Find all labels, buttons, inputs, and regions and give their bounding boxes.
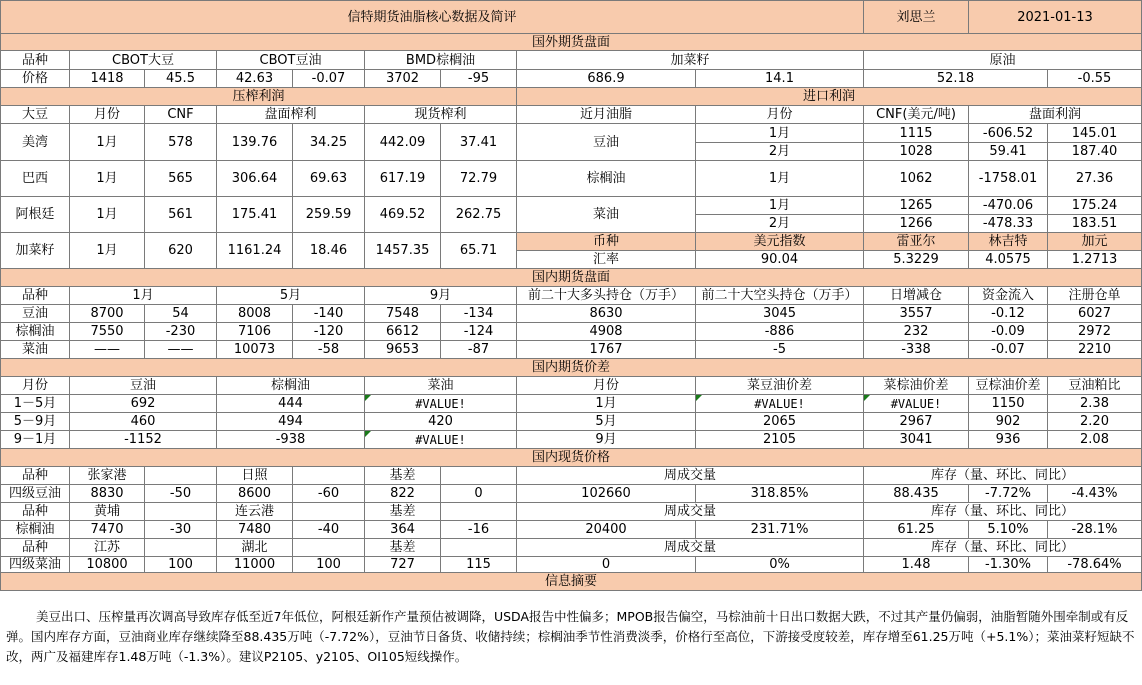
spot-value: -50 (145, 485, 217, 503)
dom-col-short-position: 前二十大空头持仓（万手） (696, 287, 864, 305)
spot-value: 1.48 (864, 557, 969, 573)
dom-cell: 3045 (696, 305, 864, 323)
spot-blank (145, 539, 217, 557)
fx-header: 加元 (1048, 233, 1142, 251)
import-profit: -1758.01 (969, 161, 1048, 197)
dom-cell: 7550 (70, 323, 145, 341)
spot-location: 江苏 (70, 539, 145, 557)
dom-cell: -886 (696, 323, 864, 341)
import-month: 1月 (696, 161, 864, 197)
crush-cell: 561 (145, 197, 217, 233)
section-domestic-spreads: 国内期货价差 (0, 359, 1142, 377)
crush-cell: 306.64 (217, 161, 293, 197)
dom-cell: 2972 (1048, 323, 1142, 341)
price-value: 42.63 (217, 70, 293, 88)
author-name: 刘思兰 (864, 0, 969, 34)
spot-blank (145, 503, 217, 521)
dom-cell: -120 (293, 323, 365, 341)
spot-row-name: 四级菜油 (0, 557, 70, 573)
import-month: 2月 (696, 143, 864, 161)
spot-value: -4.43% (1048, 485, 1142, 503)
crush-row-name: 巴西 (0, 161, 70, 197)
dom-cell: 7106 (217, 323, 293, 341)
spot-value: -30 (145, 521, 217, 539)
spread-cell: #VALUE! (864, 395, 969, 413)
dom-col-warehouse-receipts: 注册仓单 (1048, 287, 1142, 305)
spot-row-name: 棕榈油 (0, 521, 70, 539)
spread-cell: #VALUE! (696, 395, 864, 413)
dom-row-name: 豆油 (0, 305, 70, 323)
spot-value: 100 (145, 557, 217, 573)
crush-col-board-margin: 盘面榨利 (217, 106, 365, 124)
dom-cell: -58 (293, 341, 365, 359)
dom-col-kind: 品种 (0, 287, 70, 305)
crush-cell: 617.19 (365, 161, 441, 197)
crush-cell: 18.46 (293, 233, 365, 269)
spot-value: 7470 (70, 521, 145, 539)
dom-cell: 6612 (365, 323, 441, 341)
spot-value: -60 (293, 485, 365, 503)
spread-cell: 9月 (517, 431, 696, 449)
dom-row-name: 菜油 (0, 341, 70, 359)
spread-cell: -1152 (70, 431, 217, 449)
spot-value: -28.1% (1048, 521, 1142, 539)
spot-value: 0 (441, 485, 517, 503)
spot-value: 100 (293, 557, 365, 573)
spread-cell: 1月 (517, 395, 696, 413)
import-month: 1月 (696, 124, 864, 143)
spread-cell: #VALUE! (365, 395, 517, 413)
dom-cell: -140 (293, 305, 365, 323)
foreign-col-cbot-soybean: CBOT大豆 (70, 51, 217, 70)
spot-kind-label: 品种 (0, 539, 70, 557)
spread-cell: 2065 (696, 413, 864, 431)
spot-row-name: 四级豆油 (0, 485, 70, 503)
crush-cell: 262.75 (441, 197, 517, 233)
import-cnf: 1266 (864, 215, 969, 233)
spread-col-header: 月份 (0, 377, 70, 395)
fx-header: 币种 (517, 233, 696, 251)
spot-value: 88.435 (864, 485, 969, 503)
spot-location: 湖北 (217, 539, 293, 557)
section-import-profit: 进口利润 (517, 88, 1142, 106)
import-profit: -606.52 (969, 124, 1048, 143)
crush-row-name: 美湾 (0, 124, 70, 161)
crush-cell: 1161.24 (217, 233, 293, 269)
spread-col-header: 菜豆油价差 (696, 377, 864, 395)
spot-location: 张家港 (70, 467, 145, 485)
crush-row-name: 阿根廷 (0, 197, 70, 233)
spread-row-name: 1－5月 (0, 395, 70, 413)
spot-value: 102660 (517, 485, 696, 503)
import-oil-soyoil: 豆油 (517, 124, 696, 161)
section-domestic-futures: 国内期货盘面 (0, 269, 1142, 287)
report-date: 2021-01-13 (969, 0, 1142, 34)
spot-kind-label: 品种 (0, 503, 70, 521)
crush-col-month: 月份 (70, 106, 145, 124)
crush-cell: 442.09 (365, 124, 441, 161)
spot-value: 5.10% (969, 521, 1048, 539)
price-value: 52.18 (864, 70, 1048, 88)
dom-cell: 8700 (70, 305, 145, 323)
fx-value: 4.0575 (969, 251, 1048, 269)
import-profit: 59.41 (969, 143, 1048, 161)
import-oil-palm: 棕榈油 (517, 161, 696, 197)
fx-header: 美元指数 (696, 233, 864, 251)
spot-stock-label: 库存（量、环比、同比） (864, 503, 1142, 521)
fx-header: 林吉特 (969, 233, 1048, 251)
spot-volume-label: 周成交量 (517, 539, 864, 557)
spread-col-header: 棕榈油 (217, 377, 365, 395)
import-col-oil: 近月油脂 (517, 106, 696, 124)
spread-cell: 2.38 (1048, 395, 1142, 413)
spot-blank (293, 539, 365, 557)
dom-cell: 1767 (517, 341, 696, 359)
spread-cell: 902 (969, 413, 1048, 431)
spread-cell: 2.08 (1048, 431, 1142, 449)
spot-volume-label: 周成交量 (517, 467, 864, 485)
spot-blank (293, 503, 365, 521)
spot-basis-label: 基差 (365, 539, 441, 557)
spot-blank (293, 467, 365, 485)
spot-basis-label: 基差 (365, 467, 441, 485)
crush-cell: 1月 (70, 124, 145, 161)
spot-blank (441, 539, 517, 557)
spot-value: -1.30% (969, 557, 1048, 573)
spot-value: 318.85% (696, 485, 864, 503)
dom-cell: -0.12 (969, 305, 1048, 323)
spot-blank (441, 467, 517, 485)
fx-value: 90.04 (696, 251, 864, 269)
price-value: -95 (441, 70, 517, 88)
spread-col-header: 豆油 (70, 377, 217, 395)
spot-value: -40 (293, 521, 365, 539)
spot-value: 8830 (70, 485, 145, 503)
spread-cell: 1150 (969, 395, 1048, 413)
dom-cell: 8630 (517, 305, 696, 323)
crush-cell: 65.71 (441, 233, 517, 269)
spot-value: 61.25 (864, 521, 969, 539)
dom-cell: -338 (864, 341, 969, 359)
crush-cell: 565 (145, 161, 217, 197)
foreign-col-kind: 品种 (0, 51, 70, 70)
dom-cell: -87 (441, 341, 517, 359)
price-label: 价格 (0, 70, 70, 88)
import-cnf: 1028 (864, 143, 969, 161)
dom-col-may: 5月 (217, 287, 365, 305)
dom-cell: 8008 (217, 305, 293, 323)
import-cnf: 1062 (864, 161, 969, 197)
import-oil-rapeseed: 菜油 (517, 197, 696, 233)
price-value: 686.9 (517, 70, 696, 88)
dom-cell: -5 (696, 341, 864, 359)
crush-cell: 69.63 (293, 161, 365, 197)
summary-text: 美豆出口、压榨量再次调高导致库存低至近7年低位，阿根廷新作产量预估被调降，USDA报告中性偏多；MPOB报告偏空，马棕油前十日出口数据大跌，不过其产量仍偏弱，油脂暂随外围牵制或有反弹。国内库存方面，豆油商业库存继续降至88.435万吨（-7.72%），豆油节日备货、收储持续；棕榈油季节性消费淡季，价格行至高位，下游接受度较差，库存增至61.25万吨（+5.1%）；菜油菜籽短缺不改，两广及福建库存1.48万吨（-1.3%）。建议P2105、y2105、OI105短线操作。 (6, 609, 1135, 664)
import-profit: -478.33 (969, 215, 1048, 233)
spread-cell: 692 (70, 395, 217, 413)
crush-col-soybean: 大豆 (0, 106, 70, 124)
crush-col-cnf: CNF (145, 106, 217, 124)
spread-cell: 5月 (517, 413, 696, 431)
dom-cell: 4908 (517, 323, 696, 341)
import-cnf: 1265 (864, 197, 969, 215)
crush-cell: 37.41 (441, 124, 517, 161)
spread-cell: 936 (969, 431, 1048, 449)
spread-cell: 494 (217, 413, 365, 431)
foreign-col-cbot-soyoil: CBOT豆油 (217, 51, 365, 70)
price-value: -0.07 (293, 70, 365, 88)
dom-cell: 6027 (1048, 305, 1142, 323)
dom-cell: -0.09 (969, 323, 1048, 341)
dom-col-sep: 9月 (365, 287, 517, 305)
spot-stock-label: 库存（量、环比、同比） (864, 467, 1142, 485)
dom-row-name: 棕榈油 (0, 323, 70, 341)
section-crush-profit: 压榨利润 (0, 88, 517, 106)
crush-cell: 72.79 (441, 161, 517, 197)
dom-cell: 10073 (217, 341, 293, 359)
section-spot-prices: 国内现货价格 (0, 449, 1142, 467)
crush-cell: 1457.35 (365, 233, 441, 269)
foreign-col-canola: 加菜籽 (517, 51, 864, 70)
fx-label: 汇率 (517, 251, 696, 269)
import-profit: 145.01 (1048, 124, 1142, 143)
dom-cell: -230 (145, 323, 217, 341)
crush-cell: 1月 (70, 197, 145, 233)
crush-cell: 175.41 (217, 197, 293, 233)
spot-value: 20400 (517, 521, 696, 539)
foreign-col-crude: 原油 (864, 51, 1142, 70)
dom-cell: -124 (441, 323, 517, 341)
dom-col-daily-change: 日增减仓 (864, 287, 969, 305)
dom-cell: -0.07 (969, 341, 1048, 359)
price-value: 14.1 (696, 70, 864, 88)
spread-col-header: 月份 (517, 377, 696, 395)
price-value: 1418 (70, 70, 145, 88)
spread-cell: 420 (365, 413, 517, 431)
price-value: 3702 (365, 70, 441, 88)
import-profit: 187.40 (1048, 143, 1142, 161)
crush-cell: 259.59 (293, 197, 365, 233)
spread-cell: 444 (217, 395, 365, 413)
spot-location: 连云港 (217, 503, 293, 521)
crush-cell: 1月 (70, 161, 145, 197)
import-col-cnf: CNF(美元/吨) (864, 106, 969, 124)
spot-value: 115 (441, 557, 517, 573)
price-value: -0.55 (1048, 70, 1142, 88)
spot-value: 7480 (217, 521, 293, 539)
spot-value: 8600 (217, 485, 293, 503)
crush-cell: 578 (145, 124, 217, 161)
spread-row-name: 5－9月 (0, 413, 70, 431)
dom-cell: 3557 (864, 305, 969, 323)
spot-blank (441, 503, 517, 521)
spread-cell: -938 (217, 431, 365, 449)
spot-value: 822 (365, 485, 441, 503)
section-foreign-futures: 国外期货盘面 (0, 34, 1142, 51)
dom-cell: 7548 (365, 305, 441, 323)
dom-cell: 9653 (365, 341, 441, 359)
spread-col-header: 菜油 (365, 377, 517, 395)
crush-col-spot-margin: 现货榨利 (365, 106, 517, 124)
spread-row-name: 9－1月 (0, 431, 70, 449)
import-cnf: 1115 (864, 124, 969, 143)
import-col-board-profit: 盘面利润 (969, 106, 1142, 124)
spread-col-header: 豆棕油价差 (969, 377, 1048, 395)
spread-cell: 2967 (864, 413, 969, 431)
spot-value: 0 (517, 557, 696, 573)
dom-col-capital-flow: 资金流入 (969, 287, 1048, 305)
import-profit: 27.36 (1048, 161, 1142, 197)
spread-cell: 3041 (864, 431, 969, 449)
spot-value: -16 (441, 521, 517, 539)
spot-kind-label: 品种 (0, 467, 70, 485)
import-profit: 175.24 (1048, 197, 1142, 215)
dom-col-jan: 1月 (70, 287, 217, 305)
spot-location: 日照 (217, 467, 293, 485)
spot-value: -78.64% (1048, 557, 1142, 573)
crush-cell: 620 (145, 233, 217, 269)
import-month: 2月 (696, 215, 864, 233)
foreign-col-bmd-palm: BMD棕榈油 (365, 51, 517, 70)
spread-cell: #VALUE! (365, 431, 517, 449)
dom-cell: 2210 (1048, 341, 1142, 359)
import-profit: -470.06 (969, 197, 1048, 215)
spread-cell: 2.20 (1048, 413, 1142, 431)
dom-cell: —— (70, 341, 145, 359)
spot-value: -7.72% (969, 485, 1048, 503)
page-title: 信特期货油脂核心数据及简评 (0, 0, 864, 34)
spread-col-header: 豆油粕比 (1048, 377, 1142, 395)
spot-value: 231.71% (696, 521, 864, 539)
crush-cell: 34.25 (293, 124, 365, 161)
import-profit: 183.51 (1048, 215, 1142, 233)
spread-col-header: 菜棕油价差 (864, 377, 969, 395)
dom-cell: 54 (145, 305, 217, 323)
fx-value: 1.2713 (1048, 251, 1142, 269)
dom-cell: -134 (441, 305, 517, 323)
spot-value: 364 (365, 521, 441, 539)
dom-cell: 232 (864, 323, 969, 341)
crush-cell: 469.52 (365, 197, 441, 233)
spot-value: 10800 (70, 557, 145, 573)
spread-cell: 460 (70, 413, 217, 431)
import-month: 1月 (696, 197, 864, 215)
spot-volume-label: 周成交量 (517, 503, 864, 521)
spot-location: 黄埔 (70, 503, 145, 521)
crush-cell: 139.76 (217, 124, 293, 161)
spot-value: 0% (696, 557, 864, 573)
price-value: 45.5 (145, 70, 217, 88)
dom-cell: —— (145, 341, 217, 359)
spot-value: 11000 (217, 557, 293, 573)
section-summary: 信息摘要 (0, 573, 1142, 591)
crush-row-name: 加菜籽 (0, 233, 70, 269)
fx-header: 雷亚尔 (864, 233, 969, 251)
dom-col-long-position: 前二十大多头持仓（万手） (517, 287, 696, 305)
crush-cell: 1月 (70, 233, 145, 269)
spot-basis-label: 基差 (365, 503, 441, 521)
spot-blank (145, 467, 217, 485)
fx-value: 5.3229 (864, 251, 969, 269)
spot-value: 727 (365, 557, 441, 573)
import-col-month: 月份 (696, 106, 864, 124)
spot-stock-label: 库存（量、环比、同比） (864, 539, 1142, 557)
spread-cell: 2105 (696, 431, 864, 449)
